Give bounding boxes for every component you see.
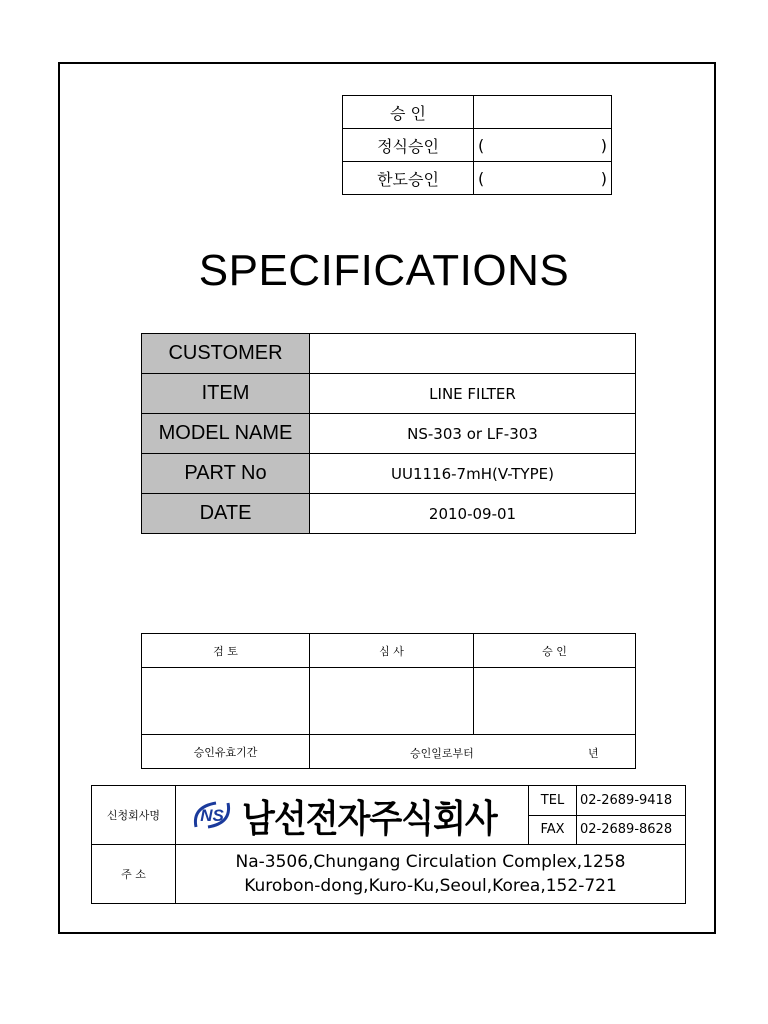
review-header-row — [142, 634, 636, 668]
spec-key: MODEL NAME — [142, 414, 310, 454]
approval-row — [343, 129, 612, 162]
paren-close: ) — [600, 136, 607, 155]
approval-value — [474, 162, 612, 195]
spec-value: UU1116-7mH(V-TYPE) — [310, 454, 636, 494]
address-line-1: Na-3506,Chungang Circulation Complex,1258 — [235, 852, 626, 872]
document-title: SPECIFICATIONS — [198, 246, 570, 295]
review-table — [141, 633, 636, 769]
validity-label: 승인유효기간 — [142, 735, 310, 769]
signature-cell — [142, 668, 310, 735]
approval-row — [343, 96, 612, 129]
approval-box — [342, 95, 612, 195]
logo-mark-text: NS — [200, 806, 224, 825]
review-signature-row — [142, 668, 636, 735]
company-table — [91, 785, 686, 904]
spec-key: DATE — [142, 494, 310, 534]
company-logo-cell — [176, 786, 529, 845]
address-label: 주 소 — [92, 845, 176, 904]
spec-key: CUSTOMER — [142, 334, 310, 374]
approval-label: 정식승인 — [343, 129, 474, 162]
spec-key: PART No — [142, 454, 310, 494]
validity-year: 년 — [588, 747, 599, 760]
review-header: 승 인 — [474, 634, 636, 668]
spec-value — [310, 334, 636, 374]
spec-value: 2010-09-01 — [310, 494, 636, 534]
company-name: 남선전자주식회사 — [242, 796, 497, 841]
validity-value — [310, 735, 636, 769]
spec-row — [142, 374, 636, 414]
paren-open: ( — [478, 169, 485, 188]
fax-label: FAX — [529, 815, 577, 845]
approval-value — [474, 96, 612, 129]
signature-cell — [474, 668, 636, 735]
paren-open: ( — [478, 136, 485, 155]
address-value — [176, 845, 686, 904]
approval-row — [343, 162, 612, 195]
tel-label: TEL — [529, 786, 577, 816]
review-header: 검 토 — [142, 634, 310, 668]
approval-label: 한도승인 — [343, 162, 474, 195]
company-row — [92, 786, 686, 816]
spec-row — [142, 454, 636, 494]
review-header: 심 사 — [310, 634, 474, 668]
approval-label: 승 인 — [343, 96, 474, 129]
company-row — [92, 845, 686, 904]
spec-value: NS-303 or LF-303 — [310, 414, 636, 454]
validity-from: 승인일로부터 — [410, 747, 474, 760]
company-logo-icon — [190, 797, 234, 833]
signature-cell — [310, 668, 474, 735]
spec-table — [141, 333, 636, 534]
address-line-2: Kurobon-dong,Kuro-Ku,Seoul,Korea,152-721 — [244, 876, 617, 896]
spec-row — [142, 494, 636, 534]
spec-row — [142, 334, 636, 374]
spec-row — [142, 414, 636, 454]
spec-key: ITEM — [142, 374, 310, 414]
company-name-label: 신청회사명 — [92, 786, 176, 845]
tel-value: 02-2689-9418 — [577, 786, 686, 816]
paren-close: ) — [600, 169, 607, 188]
spec-value: LINE FILTER — [310, 374, 636, 414]
approval-value — [474, 129, 612, 162]
fax-value: 02-2689-8628 — [577, 815, 686, 845]
review-footer-row — [142, 735, 636, 769]
